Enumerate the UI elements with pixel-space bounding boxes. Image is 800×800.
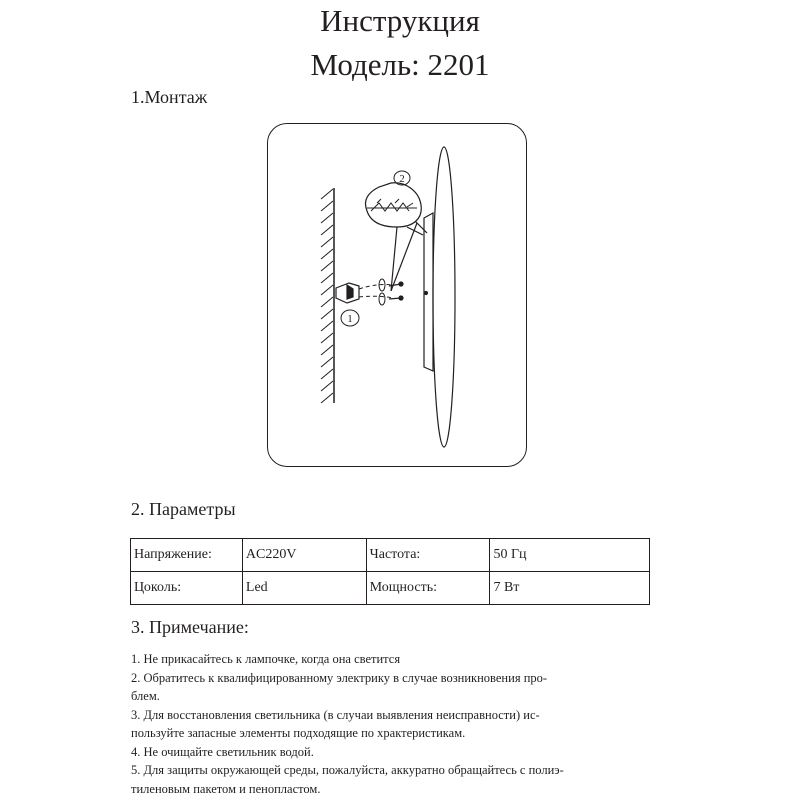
note-line: 3. Для восстановления светильника (в случаи выявления неисправности) ис- [131, 707, 540, 722]
param-value: 50 Гц [490, 539, 650, 572]
notes-list [131, 650, 671, 798]
note-line: 2. Обратитесь к квалифицированному электрику в случае возникновения про- [131, 670, 548, 685]
param-value: Led [242, 572, 366, 605]
wall-hatching [321, 188, 334, 403]
note-line: блем. [131, 689, 160, 703]
param-value: AC220V [242, 539, 366, 572]
param-label: Цоколь: [131, 572, 243, 605]
table-row [131, 539, 650, 572]
step-1-label: 1 [347, 313, 353, 325]
param-label: Частота: [366, 539, 490, 572]
note-line: 5. Для защиты окружающей среды, пожалуйста, аккуратно обращайтесь с полиэ- [131, 763, 564, 777]
note-line: пользуйте запасные элементы подходящие по храктеристикам. [131, 726, 466, 740]
param-label: Напряжение: [131, 539, 243, 572]
detail-mechanism [367, 199, 417, 211]
notes-heading: 3. Примечание: [131, 617, 249, 637]
note-line: тиленовым пакетом и пенопластом. [131, 781, 321, 796]
lamp-body [424, 147, 455, 447]
detail-callout [366, 183, 428, 291]
note-line: 1. Не прикасайтесь к лампочке, когда она светится [131, 652, 401, 666]
mounting-diagram [267, 123, 527, 467]
step-2-label: 2 [399, 173, 405, 185]
screw-guides [359, 285, 393, 299]
parameters-heading: 2. Параметры [131, 499, 236, 519]
table-row [131, 572, 650, 605]
dowels [379, 279, 385, 305]
param-value: 7 Вт [490, 572, 650, 605]
note-line: 4. Не очищайте светильник водой. [131, 744, 314, 759]
param-label: Мощность: [366, 572, 490, 605]
mounting-bracket [336, 283, 359, 303]
parameters-table [130, 538, 650, 605]
model-title: Модель: 2201 [310, 47, 490, 82]
document-title: Инструкция [320, 3, 480, 38]
mounting-heading: 1.Монтаж [131, 87, 208, 107]
